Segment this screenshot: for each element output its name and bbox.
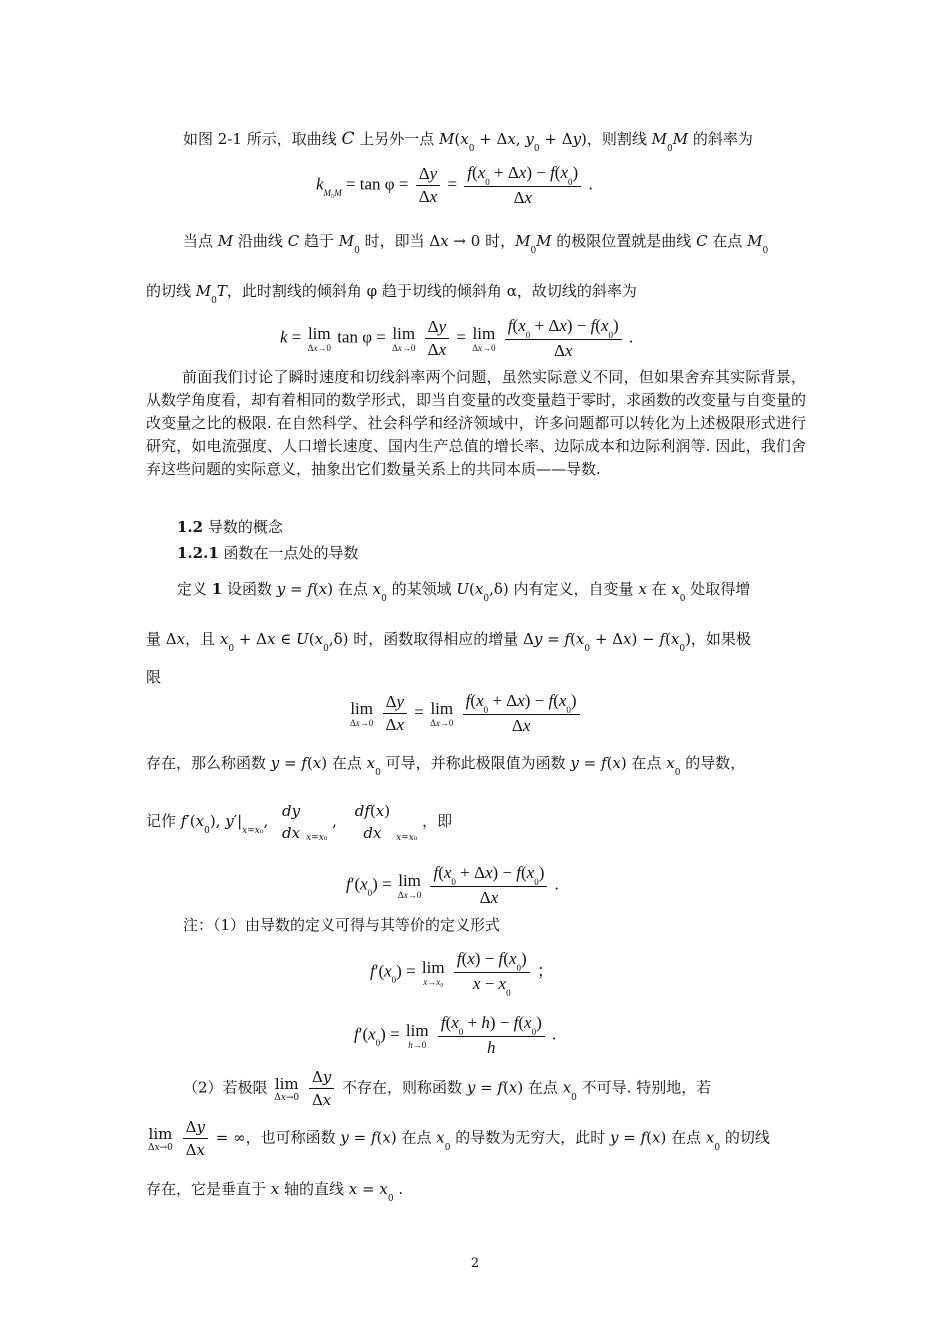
equation: $f'(x_0)$ = lim h→0 $\frac{f(x_0 + h) - f(x_0)}{h}$ . [354, 1013, 557, 1057]
text-line: 当点 M 沿曲线 C 趋于 $M_0$ 时，即当 Δx → 0 时，$M_0M$ 的极限位置就是曲线 C 在点 $M_0$ [183, 232, 769, 256]
equation: $f'(x_0)$ = lim x→x₀ $\frac{f(x) - f(x_0)}{x - x_0}$ ； [370, 949, 554, 998]
definition-line: 限 [146, 668, 162, 686]
note-line: lim Δx→0 $\frac{\Delta y}{\Delta x}$ = ∞，也可称函数 y = f(x) 在点 $x_0$ 的导数为无穷大，此时 y = f(x) 在点 $x_0$ 的切线 [148, 1118, 770, 1159]
note-line: （2）若极限 lim Δx→0 $\frac{\Delta y}{\Delta x}$ 不存在，则称函数 y = f(x) 在点 $x_0$ 不可导. 特别地，若 [183, 1068, 712, 1109]
text-line: 的切线 $M_0T$，此时割线的倾斜角 φ 趋于切线的倾斜角 α，故切线的斜率为 [146, 282, 637, 306]
section-heading [177, 516, 837, 538]
definition-line: 存在，那么称函数 y = f(x) 在点 $x_0$ 可导，并称此极限值为函数 y = f(x) 在点 $x_0$ 的导数， [146, 754, 746, 778]
equation: $f'(x_0)$ = lim Δx→0 $\frac{f(x_0 + \Delta x) - f(x_0)}{\Delta x}$ . [346, 863, 559, 907]
definition-line: 定义 1 设函数 y = f(x) 在点 $x_0$ 的某领域 $U(x_0,\delta)$ 内有定义，自变量 x 在 $x_0$ 处取得增 [177, 580, 751, 604]
equation: k = lim Δx→0 tan φ = lim Δx→0 $\frac{\Delta y}{\Delta x}$ = lim Δx→0 $\frac{f(x_0 + \Delta x) - f(x_0)}{\Delta x}$ . [280, 316, 634, 360]
section-title: 导数的概念 [207, 518, 283, 536]
definition-line: 记作 $f'(x_0)$, $y'|_{x=x_0}$, dy dx $_{x=x_0}$ , df(x) dx $_{x=x_0}$ ，即 [146, 802, 453, 843]
subsection-heading [177, 542, 837, 564]
note-line: 存在，它是垂直于 x 轴的直线 $x = x_0$ . [146, 1180, 404, 1204]
definition-line: 量 Δx，且 $x_0 + \Delta x$ ∈ $U(x_0,\delta)$ 时，函数取得相应的增量 $\Delta y = f(x_0 + \Delta x) - f(x_0)$，如果极 [146, 630, 751, 654]
equation: $k_{M_0M} = \tan \varphi$ = $\frac{\Delta y}{\Delta x}$ = $\frac{f(x_0 + \Delta x) - f(x_0)}{\Delta x}$ . [316, 163, 593, 207]
page-number: 2 [470, 1256, 480, 1271]
paragraph: 前面我们讨论了瞬时速度和切线斜率两个问题，虽然实际意义不同，但如果舍弃其实际背景，从数学角度看，却有着相同的数学形式，即当自变量的改变量趋于零时，求函数的改变量与自变量的改变量之比的极限. 在自然科学、社会科学和经济领域中，许多问题都可以转化为上述极限形式进行研究，如电流强度、人口增长速度、国内生产总值的增长率、边际成本和边际利润等. 因此，我们舍弃这些问题的实际意义，抽象出它们数量关系上的共同本质——导数. [146, 368, 807, 478]
note-line: 注：（1）由导数的定义可得与其等价的定义形式 [183, 916, 501, 934]
subsection-number: 1.2.1 [177, 544, 219, 562]
section-number: 1.2 [177, 518, 204, 536]
subsection-title: 函数在一点处的导数 [223, 544, 359, 562]
text-line: 如图 2-1 所示，取曲线 C 上另外一点 $M(x_0 + \Delta x$, $y_0 + \Delta y$)，则割线 $M_0M$ 的斜率为 [183, 129, 753, 154]
equation: lim Δx→0 $\frac{\Delta y}{\Delta x}$ = lim Δx→0 $\frac{f(x_0 + \Delta x) - f(x_0)}{\Delta x}$ [348, 690, 583, 737]
